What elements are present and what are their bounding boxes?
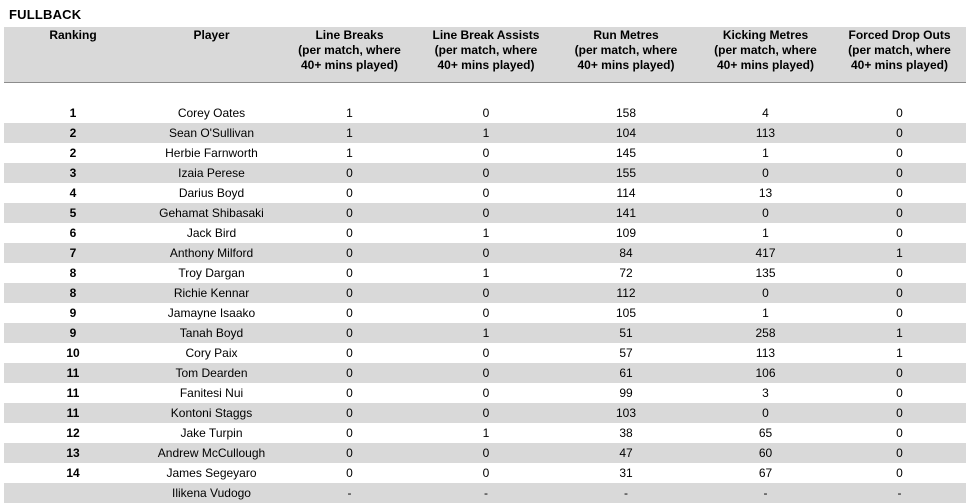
cell-player: James Segeyaro [142,463,281,483]
cell-line-breaks: - [281,483,418,503]
cell-forced-drop-outs: 0 [833,463,966,483]
cell-kicking-metres: 0 [698,283,833,303]
cell-ranking: 13 [4,443,142,463]
cell-ranking: 7 [4,243,142,263]
cell-line-breaks: 1 [281,103,418,123]
table-row [4,303,966,323]
cell-player: Kontoni Staggs [142,403,281,423]
cell-forced-drop-outs: 0 [833,423,966,443]
cell-kicking-metres: 0 [698,163,833,183]
cell-run-metres: 31 [554,463,698,483]
cell-forced-drop-outs: 0 [833,123,966,143]
cell-run-metres: 51 [554,323,698,343]
cell-run-metres: 57 [554,343,698,363]
cell-forced-drop-outs: 0 [833,103,966,123]
cell-ranking: 12 [4,423,142,443]
table-row [4,383,966,403]
cell-player: Jake Turpin [142,423,281,443]
cell-ranking: 14 [4,463,142,483]
cell-player: Gehamat Shibasaki [142,203,281,223]
column-header-player: Player [142,27,281,83]
cell-run-metres: 105 [554,303,698,323]
cell-line-break-assists: 0 [418,343,554,363]
cell-player: Ilikena Vudogo [142,483,281,503]
page-title: FULLBACK [9,7,82,22]
cell-line-break-assists: 0 [418,363,554,383]
cell-player: Sean O'Sullivan [142,123,281,143]
cell-line-breaks: 0 [281,203,418,223]
table-row [4,283,966,303]
cell-player: Tanah Boyd [142,323,281,343]
cell-kicking-metres: 106 [698,363,833,383]
stats-table [4,27,966,503]
cell-line-break-assists: 0 [418,383,554,403]
cell-line-breaks: 0 [281,183,418,203]
table-row [4,223,966,243]
cell-ranking: 10 [4,343,142,363]
cell-line-break-assists: 0 [418,103,554,123]
cell-line-break-assists: - [418,483,554,503]
cell-forced-drop-outs: 0 [833,263,966,283]
cell-run-metres: 84 [554,243,698,263]
table-row [4,263,966,283]
cell-kicking-metres: 113 [698,123,833,143]
cell-line-break-assists: 0 [418,403,554,423]
cell-line-break-assists: 0 [418,183,554,203]
cell-line-breaks: 0 [281,263,418,283]
cell-ranking [4,483,142,503]
cell-forced-drop-outs: 0 [833,403,966,423]
cell-kicking-metres: 13 [698,183,833,203]
table-row [4,183,966,203]
cell-run-metres: 145 [554,143,698,163]
table-row [4,443,966,463]
cell-line-breaks: 0 [281,243,418,263]
header-row [4,27,966,83]
table-row [4,123,966,143]
cell-forced-drop-outs: 0 [833,443,966,463]
cell-kicking-metres: - [698,483,833,503]
cell-line-breaks: 1 [281,123,418,143]
cell-forced-drop-outs: 0 [833,163,966,183]
table-row [4,203,966,223]
cell-line-breaks: 0 [281,363,418,383]
cell-forced-drop-outs: 0 [833,363,966,383]
table-row [4,483,966,503]
cell-kicking-metres: 65 [698,423,833,443]
cell-line-breaks: 0 [281,443,418,463]
cell-run-metres: 61 [554,363,698,383]
column-header-kicking-metres: Kicking Metres (per match, where 40+ mins played) [698,27,833,83]
cell-forced-drop-outs: 0 [833,143,966,163]
cell-ranking: 4 [4,183,142,203]
cell-run-metres: 38 [554,423,698,443]
table-row [4,423,966,443]
cell-player: Jack Bird [142,223,281,243]
cell-run-metres: 72 [554,263,698,283]
cell-line-break-assists: 0 [418,163,554,183]
cell-line-breaks: 0 [281,163,418,183]
column-header-run-metres: Run Metres (per match, where 40+ mins played) [554,27,698,83]
cell-run-metres: 158 [554,103,698,123]
cell-ranking: 9 [4,323,142,343]
cell-player: Andrew McCullough [142,443,281,463]
cell-line-break-assists: 1 [418,223,554,243]
table-row [4,163,966,183]
cell-run-metres: 114 [554,183,698,203]
cell-ranking: 11 [4,403,142,423]
cell-run-metres: 104 [554,123,698,143]
column-header-line-break-assists: Line Break Assists (per match, where 40+ mins played) [418,27,554,83]
cell-kicking-metres: 4 [698,103,833,123]
cell-line-breaks: 0 [281,343,418,363]
cell-ranking: 5 [4,203,142,223]
cell-line-break-assists: 0 [418,443,554,463]
cell-ranking: 11 [4,383,142,403]
cell-line-break-assists: 0 [418,203,554,223]
cell-ranking: 8 [4,263,142,283]
table-row [4,463,966,483]
cell-kicking-metres: 135 [698,263,833,283]
table-row [4,343,966,363]
cell-ranking: 2 [4,143,142,163]
cell-line-breaks: 0 [281,403,418,423]
cell-player: Izaia Perese [142,163,281,183]
cell-ranking: 9 [4,303,142,323]
cell-kicking-metres: 1 [698,143,833,163]
table-row [4,403,966,423]
cell-player: Troy Dargan [142,263,281,283]
cell-kicking-metres: 258 [698,323,833,343]
cell-kicking-metres: 1 [698,303,833,323]
cell-kicking-metres: 113 [698,343,833,363]
cell-player: Richie Kennar [142,283,281,303]
cell-player: Herbie Farnworth [142,143,281,163]
cell-kicking-metres: 60 [698,443,833,463]
cell-forced-drop-outs: 0 [833,203,966,223]
table-row [4,323,966,343]
cell-forced-drop-outs: 0 [833,223,966,243]
cell-player: Anthony Milford [142,243,281,263]
cell-ranking: 1 [4,103,142,123]
cell-run-metres: 141 [554,203,698,223]
cell-kicking-metres: 67 [698,463,833,483]
cell-line-break-assists: 1 [418,423,554,443]
cell-run-metres: - [554,483,698,503]
cell-forced-drop-outs: 0 [833,283,966,303]
table-row [4,143,966,163]
cell-line-break-assists: 1 [418,263,554,283]
cell-run-metres: 155 [554,163,698,183]
cell-player: Jamayne Isaako [142,303,281,323]
cell-line-breaks: 0 [281,223,418,243]
cell-kicking-metres: 0 [698,403,833,423]
cell-run-metres: 99 [554,383,698,403]
cell-line-breaks: 0 [281,423,418,443]
cell-line-breaks: 0 [281,463,418,483]
cell-forced-drop-outs: 0 [833,303,966,323]
cell-kicking-metres: 3 [698,383,833,403]
cell-run-metres: 109 [554,223,698,243]
cell-player: Corey Oates [142,103,281,123]
cell-line-break-assists: 0 [418,143,554,163]
cell-line-break-assists: 0 [418,283,554,303]
cell-kicking-metres: 0 [698,203,833,223]
cell-run-metres: 112 [554,283,698,303]
cell-ranking: 6 [4,223,142,243]
cell-player: Tom Dearden [142,363,281,383]
cell-player: Darius Boyd [142,183,281,203]
cell-run-metres: 47 [554,443,698,463]
cell-player: Fanitesi Nui [142,383,281,403]
cell-player: Cory Paix [142,343,281,363]
cell-line-breaks: 0 [281,323,418,343]
table-row [4,103,966,123]
cell-forced-drop-outs: 1 [833,343,966,363]
column-header-forced-drop-outs: Forced Drop Outs (per match, where 40+ mins played) [833,27,966,83]
cell-line-break-assists: 0 [418,303,554,323]
cell-forced-drop-outs: 1 [833,243,966,263]
cell-line-breaks: 0 [281,383,418,403]
cell-line-breaks: 1 [281,143,418,163]
table-row [4,363,966,383]
cell-kicking-metres: 1 [698,223,833,243]
cell-forced-drop-outs: 0 [833,383,966,403]
cell-ranking: 11 [4,363,142,383]
cell-forced-drop-outs: - [833,483,966,503]
cell-forced-drop-outs: 1 [833,323,966,343]
cell-line-break-assists: 0 [418,463,554,483]
cell-kicking-metres: 417 [698,243,833,263]
cell-ranking: 3 [4,163,142,183]
cell-line-break-assists: 0 [418,243,554,263]
cell-line-break-assists: 1 [418,123,554,143]
cell-run-metres: 103 [554,403,698,423]
table-row [4,243,966,263]
column-header-ranking: Ranking [4,27,142,83]
cell-line-break-assists: 1 [418,323,554,343]
cell-forced-drop-outs: 0 [833,183,966,203]
cell-line-breaks: 0 [281,303,418,323]
column-header-line-breaks: Line Breaks (per match, where 40+ mins played) [281,27,418,83]
cell-ranking: 2 [4,123,142,143]
cell-ranking: 8 [4,283,142,303]
cell-line-breaks: 0 [281,283,418,303]
header-divider [4,83,966,104]
